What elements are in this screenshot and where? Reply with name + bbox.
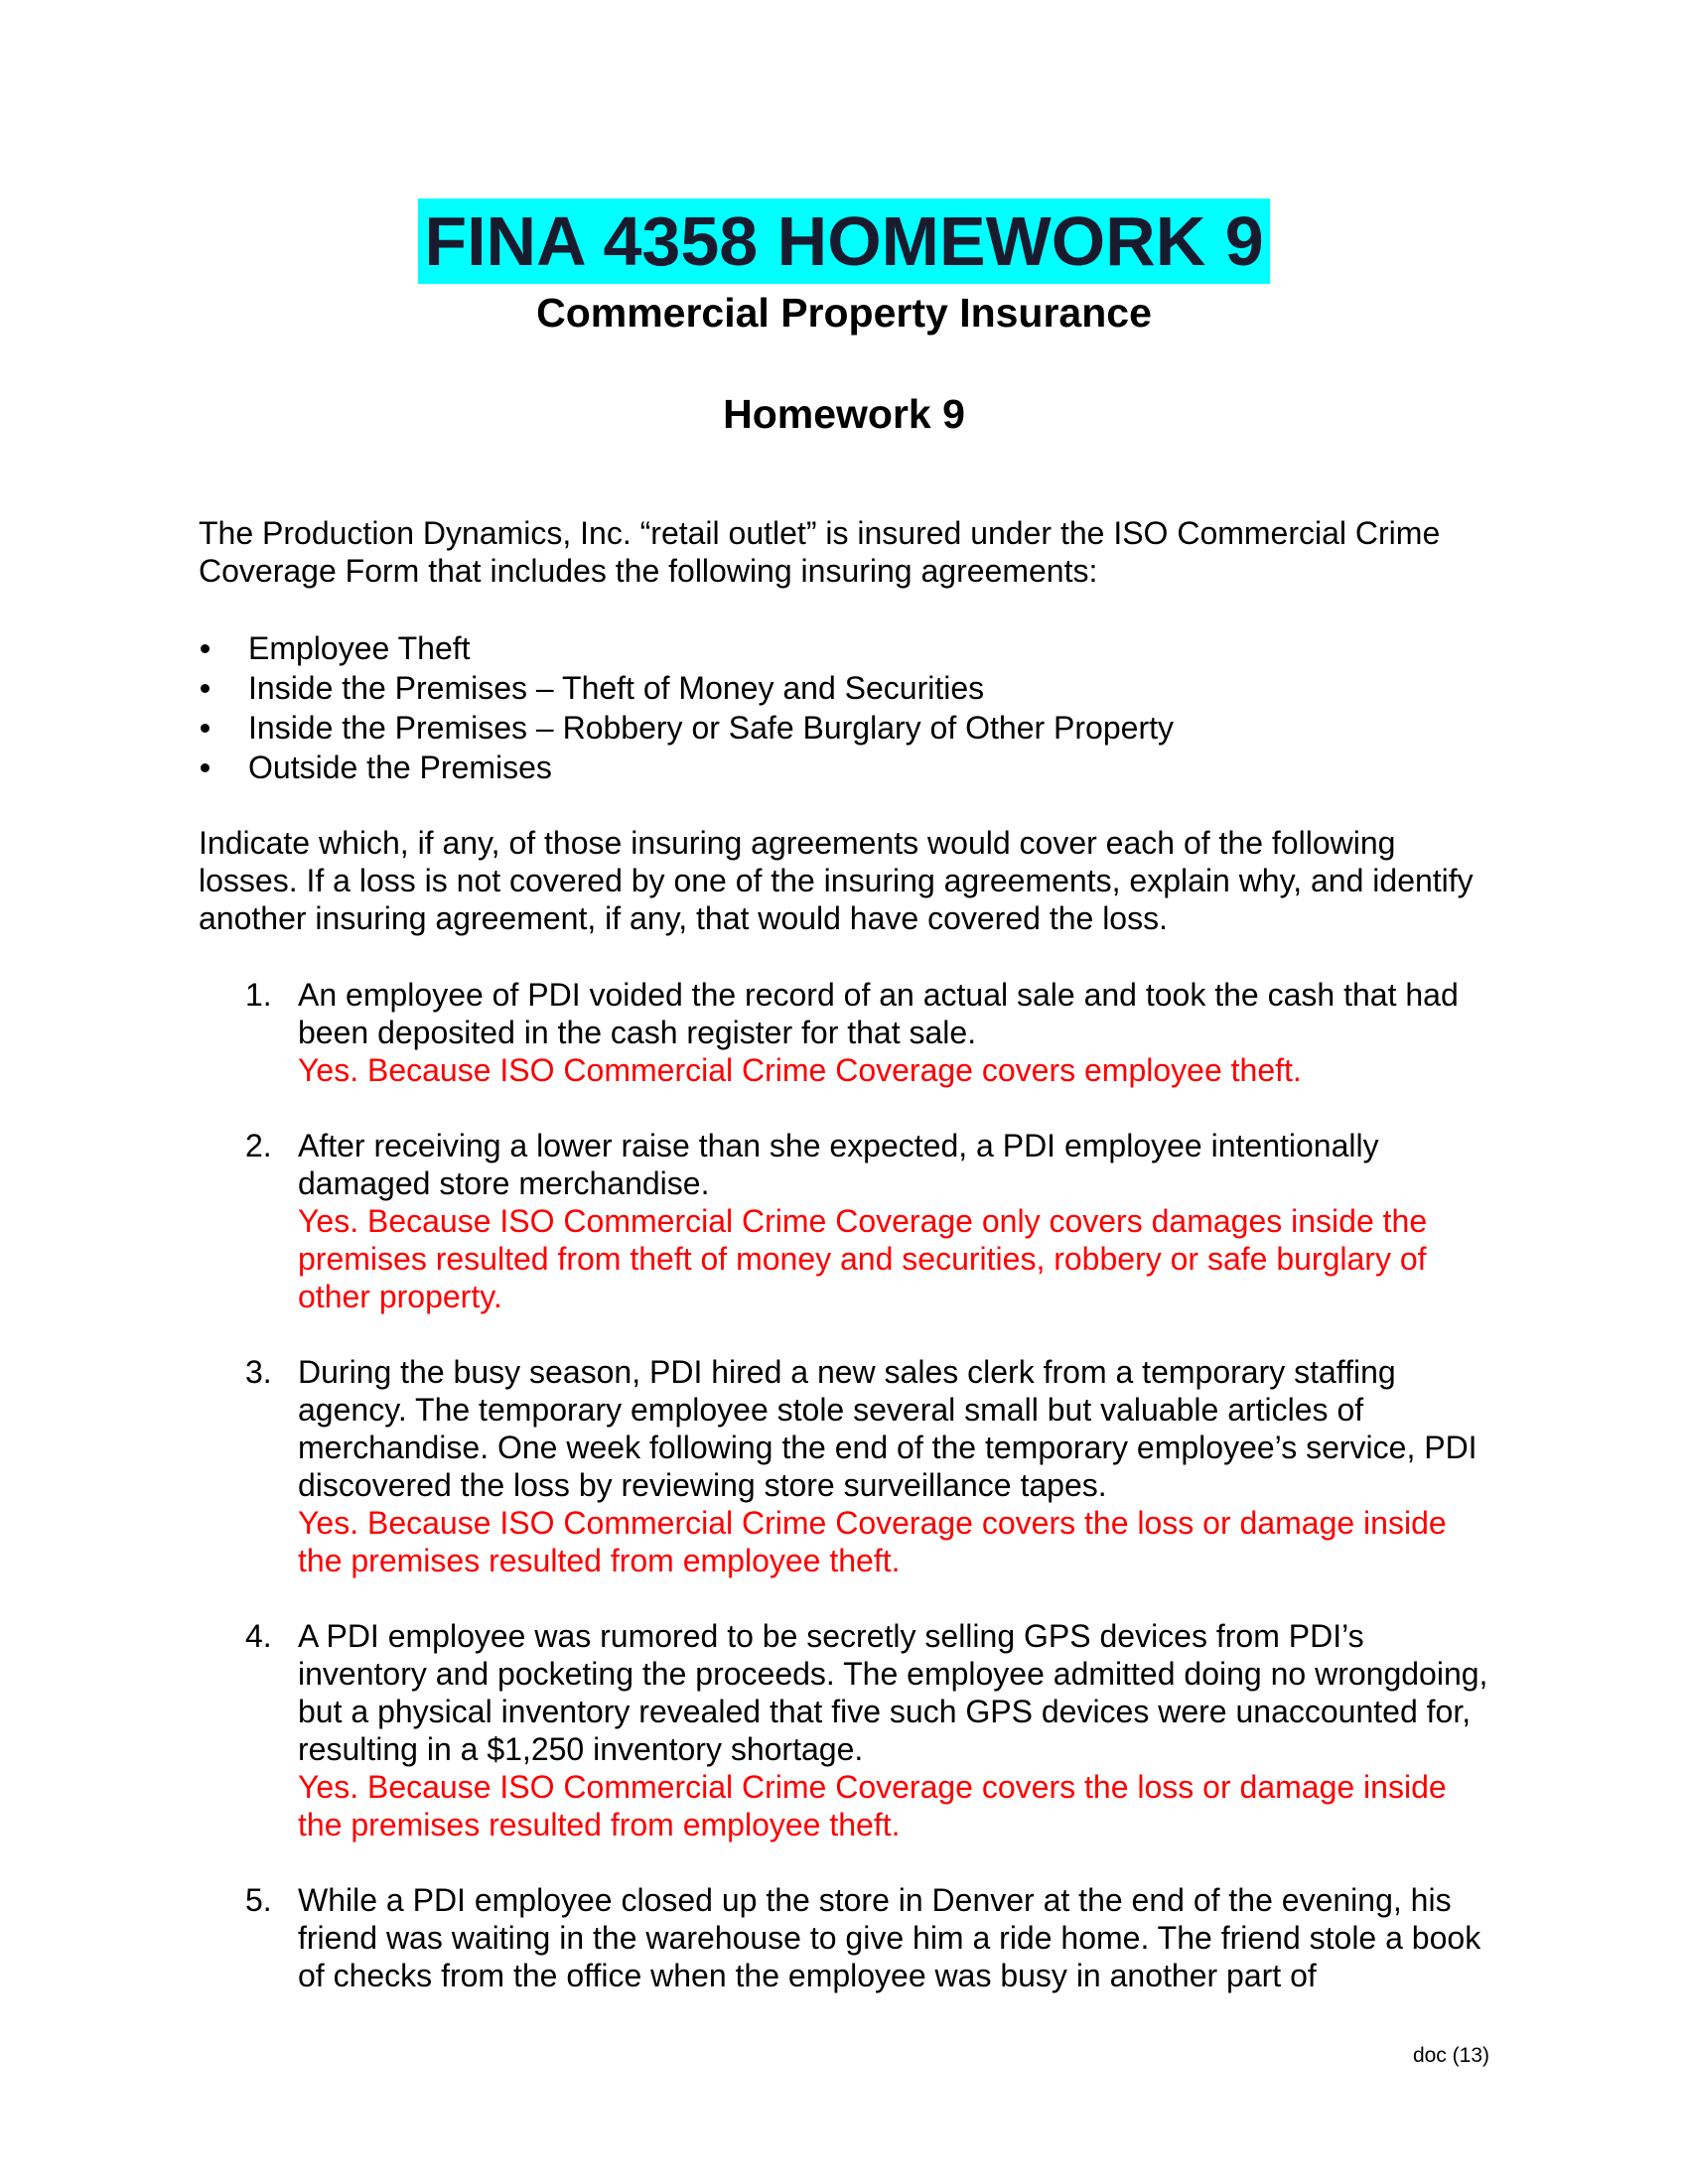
question-item	[199, 1617, 1489, 1843]
question-number: 3.	[245, 1354, 272, 1390]
question-number: 4.	[245, 1618, 272, 1654]
instructions-paragraph: Indicate which, if any, of those insuring agreements would cover each of the following losses. If a loss is not covered by one of the insuring agreements, explain why, and identify another insuring agreement, if any, that would have covered the loss.	[199, 825, 1474, 936]
page-footer: doc (13)	[1412, 2044, 1489, 2067]
answer-text: Yes. Because ISO Commercial Crime Coverage covers employee theft.	[298, 1052, 1302, 1088]
question-text: After receiving a lower raise than she expected, a PDI employee intentionally damaged store merchandise.	[298, 1128, 1379, 1201]
question-number: 1.	[245, 977, 272, 1013]
answer-text: Yes. Because ISO Commercial Crime Coverage covers the loss or damage inside the premises resulted from employee theft.	[298, 1505, 1447, 1578]
list-item-label: Inside the Premises – Theft of Money and Securities	[248, 670, 985, 706]
bullet-icon	[201, 763, 210, 772]
list-item	[199, 628, 1489, 668]
question-number: 2.	[245, 1128, 272, 1163]
question-text: An employee of PDI voided the record of an actual sale and took the cash that had been deposited in the cash register for that sale.	[298, 977, 1459, 1050]
question-item	[199, 1127, 1489, 1315]
homework-heading: Homework 9	[723, 391, 965, 437]
question-number: 5.	[245, 1882, 272, 1918]
document-subtitle: Commercial Property Insurance	[536, 290, 1152, 336]
list-item	[199, 748, 1489, 787]
document-title: FINA 4358 HOMEWORK 9	[418, 199, 1269, 284]
list-item-label: Outside the Premises	[248, 750, 552, 785]
list-item-label: Inside the Premises – Robbery or Safe Burglary of Other Property	[248, 710, 1174, 746]
answer-text: Yes. Because ISO Commercial Crime Coverage only covers damages inside the premises resulted from theft of money and securities, robbery or safe burglary of other property.	[298, 1203, 1428, 1314]
list-item-label: Employee Theft	[248, 630, 471, 666]
question-text: During the busy season, PDI hired a new sales clerk from a temporary staffing agency. The temporary employee stole several small but valuable articles of merchandise. One week following the end of the temporary employee’s service, PDI discovered the loss by reviewing store surveillance tapes.	[298, 1354, 1477, 1503]
question-item	[199, 1881, 1489, 1994]
bullet-icon	[201, 724, 210, 733]
question-text: While a PDI employee closed up the store in Denver at the end of the evening, his friend was waiting in the warehouse to give him a ride home. The friend stole a book of checks from the office when the employee was busy in another part of	[298, 1882, 1481, 1993]
title-block	[0, 199, 1688, 284]
bullet-icon	[201, 684, 210, 693]
insuring-agreements-list	[199, 628, 1489, 787]
bullet-icon	[201, 644, 210, 653]
question-item	[199, 1353, 1489, 1579]
intro-paragraph: The Production Dynamics, Inc. “retail outlet” is insured under the ISO Commercial Crime Coverage Form that includes the following insuring agreements:	[199, 515, 1441, 589]
list-item	[199, 708, 1489, 748]
questions-list	[199, 976, 1489, 2032]
question-item	[199, 976, 1489, 1089]
question-text: A PDI employee was rumored to be secretly selling GPS devices from PDI’s inventory and pocketing the proceeds. The employee admitted doing no wrongdoing, but a physical inventory revealed that five such GPS devices were unaccounted for, resulting in a $1,250 inventory shortage.	[298, 1618, 1488, 1767]
list-item	[199, 668, 1489, 708]
answer-text: Yes. Because ISO Commercial Crime Coverage covers the loss or damage inside the premises resulted from employee theft.	[298, 1769, 1447, 1843]
